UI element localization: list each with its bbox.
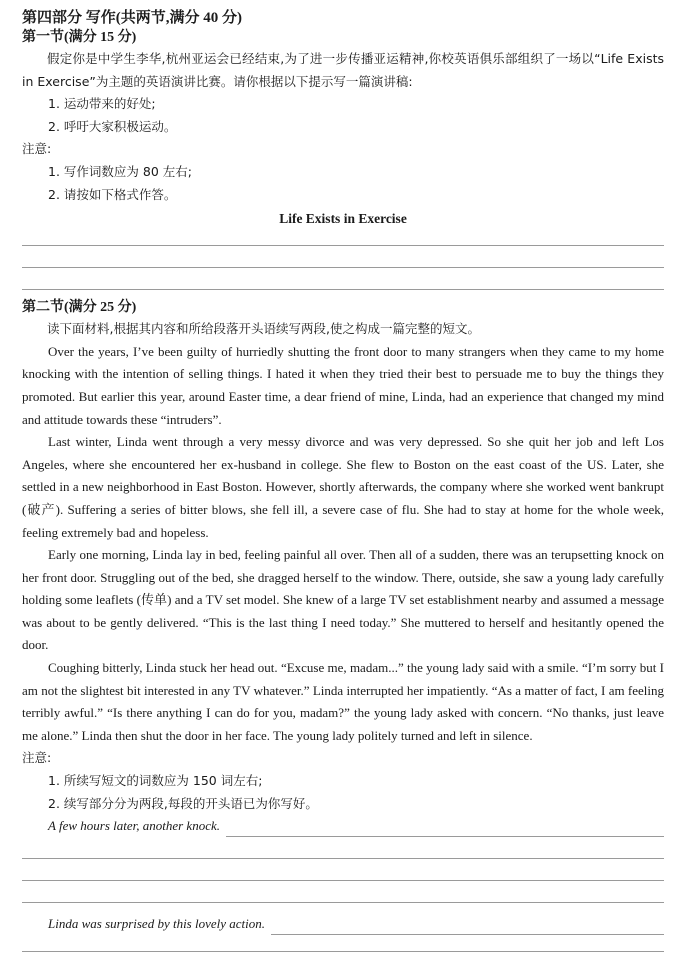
reading-passage	[22, 341, 664, 748]
section-1-point: 2. 呼吁大家积极运动。	[48, 118, 177, 134]
section-2-notes-label: 注意:	[22, 750, 52, 766]
passage-paragraph: Over the years, I’ve been guilty of hurriedly shutting the front door to many strangers when they came to my home knocking with the intention of selling things. I hated it when they tried their best to persuade me to buy the things they promoted. But earlier this year, around Easter time, a dear friend of mine, Linda, had an experience that changed my mind and attitude towards these “intruders”.	[22, 343, 664, 427]
continuation-1-answer-lines	[22, 858, 664, 903]
essay-title: Life Exists in Exercise	[279, 211, 407, 227]
passage-paragraph: Last winter, Linda went through a very messy divorce and was very depressed. So she quit her job and left Los Angeles, where she encountered her ex-husband in college. She flew to Boston on the east coast of the US. Later, she settled in a new neighborhood in East Boston. However, shortly afterwards, the company where she worked went bankrupt (破产). Suffering a series of bitter blows, she fell ill, a severe case of flu. She had to stay at home for the whole week, feeling extremely bad and hopeless.	[22, 434, 664, 540]
answer-line[interactable]	[22, 858, 664, 859]
section-1-point: 1. 运动带来的好处;	[48, 96, 156, 112]
section-2	[22, 298, 664, 341]
answer-line[interactable]	[22, 267, 664, 268]
continuation-1	[48, 815, 664, 837]
section-1-note: 2. 请按如下格式作答。	[48, 186, 177, 202]
section-2-prompt: 读下面材料,根据其内容和所给段落开头语续写两段,使之构成一篇完整的短文。	[47, 321, 480, 337]
section-2-note: 2. 续写部分分为两段,每段的开头语已为你写好。	[48, 795, 318, 811]
answer-line[interactable]	[22, 880, 664, 881]
passage-paragraph: Early one morning, Linda lay in bed, feeling painful all over. Then all of a sudden, there was an terupsetting knock on her front door. Struggling out of the bed, she dragged herself to the window. There, outside, she saw a young lady carefully holding some leaflets (传单) and a TV set model. She knew of a large TV set establishment nearby and assumed a message was about to be gently delivered. “This is the last thing I need today.” She muttered to herself and hesitantly opened the door.	[22, 547, 664, 653]
section-1	[22, 28, 664, 206]
section-2-notes	[22, 747, 664, 815]
answer-line[interactable]	[22, 289, 664, 290]
answer-line[interactable]	[22, 951, 664, 952]
section-1-title: 第一节(满分 15 分)	[22, 30, 137, 45]
section-2-title: 第二节(满分 25 分)	[22, 300, 137, 316]
part-title: 第四部分 写作(共两节,满分 40 分)	[22, 10, 242, 26]
passage-paragraph: Coughing bitterly, Linda stuck her head out. “Excuse me, madam...” the young lady said with a smile. “I’m sorry but I am not the slightest bit interested in any TV whatever.” Linda interrupted her impatiently. “As a matter of fact, I am feeling terribly awful.” “Is there anything I can do for you, madam?” the young lady asked with concern. “No thanks, just leave me alone.” Linda then shut the door in her face. The young lady politely turned and left in silence.	[22, 660, 664, 743]
section-1-prompt: 假定你是中学生李华,杭州亚运会已经结束,为了进一步传播亚运精神,你校英语俱乐部组织了一场以“Life Exists in Exercise”为主题的英语演讲比赛。请你根据以下提示写一篇演讲稿:	[22, 51, 664, 89]
continuation-1-text: A few hours later, another knock.	[48, 818, 220, 834]
answer-line[interactable]	[271, 920, 664, 935]
continuation-2-answer-lines	[22, 951, 664, 952]
section-1-notes-label: 注意:	[22, 141, 52, 157]
continuation-2	[48, 913, 664, 935]
answer-line[interactable]	[22, 902, 664, 903]
answer-line[interactable]	[22, 245, 664, 246]
answer-line[interactable]	[226, 822, 664, 837]
section-2-note: 1. 所续写短文的词数应为 150 词左右;	[48, 773, 263, 789]
continuation-2-text: Linda was surprised by this lovely action.	[48, 916, 266, 932]
section-1-answer-lines	[22, 245, 664, 290]
section-1-note: 1. 写作词数应为 80 左右;	[48, 163, 192, 179]
